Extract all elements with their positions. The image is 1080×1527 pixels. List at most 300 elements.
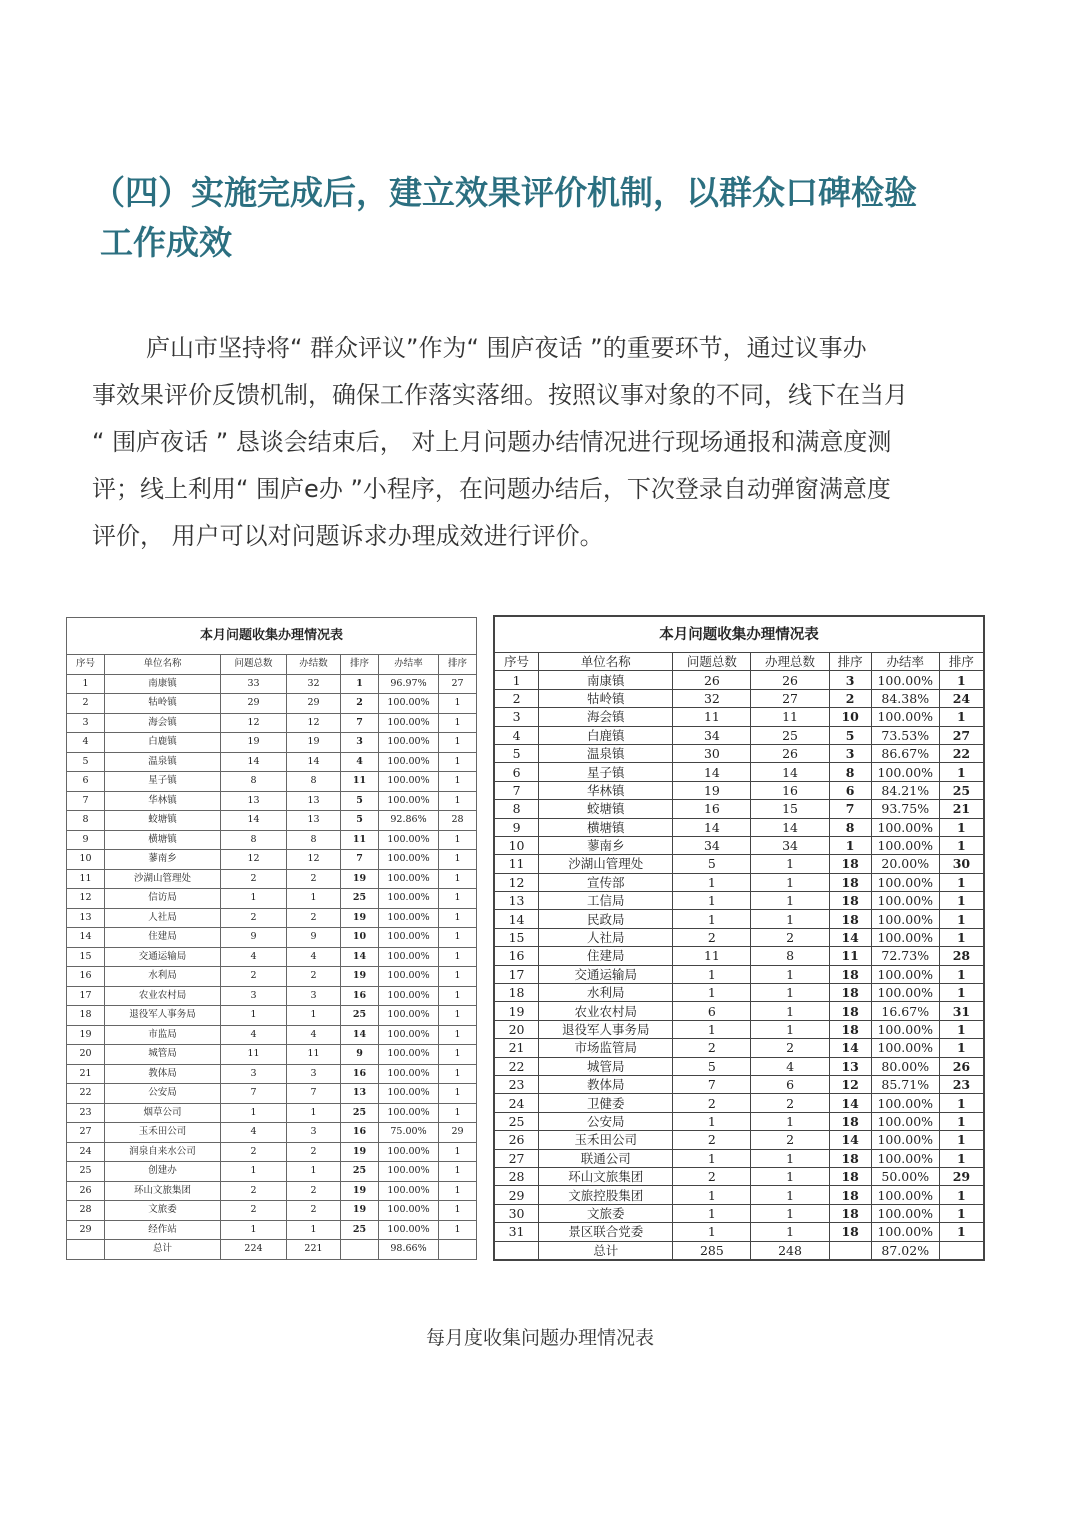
table-cell: 19: [673, 781, 751, 799]
problem-table-right: [494, 616, 984, 1260]
table-cell: 29: [439, 1123, 477, 1143]
column-header: 序号: [67, 655, 105, 675]
table-cell: 1: [439, 1103, 477, 1123]
table-cell: 2: [341, 694, 379, 714]
table-cell: 100.00%: [871, 1039, 939, 1057]
table-cell: 5: [67, 752, 105, 772]
heading-line-2: 工作成效: [100, 223, 232, 262]
table-cell: 2: [221, 869, 287, 889]
table-row: [495, 708, 984, 726]
table-cell: 12: [829, 1075, 871, 1093]
table-cell: 11: [751, 708, 829, 726]
table-cell: 1: [439, 1006, 477, 1026]
table-cell: 17: [67, 986, 105, 1006]
table-cell: 26: [751, 671, 829, 689]
table-cell: 14: [221, 811, 287, 831]
table-cell: 牯岭镇: [539, 689, 673, 707]
table-cell: 市监局: [105, 1025, 221, 1045]
table-cell: 交通运输局: [105, 947, 221, 967]
table-cell: 100.00%: [871, 1094, 939, 1112]
table-cell: 8: [751, 947, 829, 965]
table-row: [67, 1220, 477, 1240]
table-cell: 14: [673, 763, 751, 781]
table-row: [495, 1057, 984, 1075]
table-cell: 温泉镇: [105, 752, 221, 772]
table-cell: 1: [439, 869, 477, 889]
table-cell: 14: [495, 910, 539, 928]
table-cell: 总计: [539, 1241, 673, 1259]
table-row: [495, 1186, 984, 1204]
table-cell: [939, 1241, 983, 1259]
table-cell: 1: [439, 772, 477, 792]
table-cell: 18: [67, 1006, 105, 1026]
table-cell: 1: [939, 892, 983, 910]
table-cell: 住建局: [539, 947, 673, 965]
table-row: [495, 671, 984, 689]
table-cell: 3: [341, 733, 379, 753]
table-cell: 100.00%: [379, 1064, 439, 1084]
table-cell: 1: [439, 1045, 477, 1065]
table-cell: 18: [829, 1223, 871, 1241]
table-cell: 1: [939, 984, 983, 1002]
table-cell: 224: [221, 1240, 287, 1260]
table-cell: 润泉自来水公司: [105, 1142, 221, 1162]
table-cell: 牯岭镇: [105, 694, 221, 714]
table-cell: 19: [341, 1201, 379, 1221]
table-cell: 100.00%: [379, 1103, 439, 1123]
table-cell: 92.86%: [379, 811, 439, 831]
table-cell: 横塘镇: [539, 818, 673, 836]
table-cell: 16: [341, 1064, 379, 1084]
table-title: 本月问题收集办理情况表: [67, 618, 477, 655]
table-cell: 玉禾田公司: [539, 1131, 673, 1149]
table-cell: 10: [829, 708, 871, 726]
column-header: 问题总数: [673, 653, 751, 671]
column-header: 办结率: [871, 653, 939, 671]
table-cell: 100.00%: [379, 928, 439, 948]
table-cell: 8: [221, 830, 287, 850]
table-image-right: [493, 615, 985, 1261]
table-cell: 12: [221, 713, 287, 733]
table-row: [495, 1075, 984, 1093]
table-cell: 1: [439, 1064, 477, 1084]
table-cell: 22: [67, 1084, 105, 1104]
table-cell: 蛟塘镇: [539, 800, 673, 818]
table-header-row: [495, 653, 984, 671]
table-cell: 1: [939, 1186, 983, 1204]
table-cell: 1: [439, 791, 477, 811]
table-cell: 人社局: [539, 928, 673, 946]
table-cell: 8: [67, 811, 105, 831]
table-cell: 2: [221, 1181, 287, 1201]
table-cell: 1: [939, 1020, 983, 1038]
table-cell: 8: [221, 772, 287, 792]
table-cell: 19: [341, 1181, 379, 1201]
table-cell: 27: [439, 674, 477, 694]
table-cell: 248: [751, 1241, 829, 1259]
table-row: [67, 889, 477, 909]
table-cell: 4: [67, 733, 105, 753]
table-row: [67, 1162, 477, 1182]
table-cell: 11: [287, 1045, 341, 1065]
table-cell: 18: [829, 1002, 871, 1020]
column-header: 序号: [495, 653, 539, 671]
table-cell: 9: [495, 818, 539, 836]
table-cell: 13: [67, 908, 105, 928]
table-cell: 2: [751, 928, 829, 946]
table-cell: 2: [673, 1131, 751, 1149]
table-cell: 100.00%: [379, 752, 439, 772]
table-cell: 21: [939, 800, 983, 818]
table-cell: 2: [495, 689, 539, 707]
table-row: [67, 967, 477, 987]
total-row: [67, 1240, 477, 1260]
table-cell: 1: [751, 855, 829, 873]
table-cell: 1: [439, 1201, 477, 1221]
table-row: [67, 674, 477, 694]
table-cell: 星子镇: [539, 763, 673, 781]
table-cell: 住建局: [105, 928, 221, 948]
table-cell: 23: [67, 1103, 105, 1123]
table-cell: 21: [67, 1064, 105, 1084]
table-cell: 5: [673, 1057, 751, 1075]
table-cell: 25: [751, 726, 829, 744]
table-cell: 27: [939, 726, 983, 744]
figure-caption: 每月度收集问题办理情况表: [425, 1327, 654, 1349]
column-header: 办结数: [287, 655, 341, 675]
table-row: [495, 1167, 984, 1185]
table-cell: 4: [495, 726, 539, 744]
table-cell: 11: [221, 1045, 287, 1065]
table-cell: 12: [287, 713, 341, 733]
table-cell: 14: [67, 928, 105, 948]
table-cell: 1: [287, 1220, 341, 1240]
table-row: [67, 869, 477, 889]
table-cell: 34: [751, 836, 829, 854]
table-cell: 9: [287, 928, 341, 948]
table-cell: 12: [287, 850, 341, 870]
table-cell: 7: [341, 713, 379, 733]
table-cell: 25: [341, 1220, 379, 1240]
table-cell: 沙湖山管理处: [105, 869, 221, 889]
table-cell: 3: [495, 708, 539, 726]
table-row: [495, 1204, 984, 1222]
table-cell: 100.00%: [379, 1084, 439, 1104]
table-cell: 18: [829, 984, 871, 1002]
column-header: 排序: [341, 655, 379, 675]
table-cell: 3: [829, 671, 871, 689]
table-cell: 2: [829, 689, 871, 707]
table-cell: 2: [287, 967, 341, 987]
table-cell: 32: [673, 689, 751, 707]
table-cell: 19: [341, 1142, 379, 1162]
table-cell: 1: [673, 984, 751, 1002]
table-cell: 7: [829, 800, 871, 818]
table-cell: 25: [341, 889, 379, 909]
table-cell: 11: [673, 947, 751, 965]
table-row: [67, 1103, 477, 1123]
table-cell: 1: [439, 830, 477, 850]
table-row: [495, 689, 984, 707]
table-cell: 32: [287, 674, 341, 694]
table-cell: 1: [939, 1112, 983, 1130]
table-cell: 1: [673, 892, 751, 910]
table-cell: 22: [939, 744, 983, 762]
table-cell: 2: [287, 1142, 341, 1162]
table-cell: 100.00%: [379, 850, 439, 870]
table-cell: 100.00%: [871, 1223, 939, 1241]
table-cell: 1: [751, 1186, 829, 1204]
heading-line-1: （四）实施完成后，建立效果评价机制，以群众口碑检验: [92, 173, 917, 212]
table-cell: 1: [439, 1142, 477, 1162]
table-cell: 公安局: [539, 1112, 673, 1130]
table-cell: 12: [221, 850, 287, 870]
table-cell: 19: [221, 733, 287, 753]
table-cell: 22: [495, 1057, 539, 1075]
table-cell: 27: [67, 1123, 105, 1143]
section-heading: [92, 168, 992, 268]
table-cell: 100.00%: [871, 873, 939, 891]
table-cell: 34: [673, 836, 751, 854]
table-cell: 横塘镇: [105, 830, 221, 850]
table-cell: 34: [673, 726, 751, 744]
table-cell: 14: [829, 1094, 871, 1112]
table-row: [67, 928, 477, 948]
table-cell: 19: [341, 869, 379, 889]
table-cell: 72.73%: [871, 947, 939, 965]
table-cell: 16: [67, 967, 105, 987]
table-cell: 28: [495, 1167, 539, 1185]
table-cell: 11: [341, 772, 379, 792]
table-cell: 2: [287, 1181, 341, 1201]
table-cell: 6: [829, 781, 871, 799]
table-cell: 16: [341, 1123, 379, 1143]
table-cell: 24: [495, 1094, 539, 1112]
paragraph-line-3: “ 围庐夜话 ” 恳谈会结束后， 对上月问题办结情况进行现场通报和满意度测: [92, 428, 892, 456]
table-cell: 14: [287, 752, 341, 772]
table-cell: 7: [495, 781, 539, 799]
table-row: [495, 928, 984, 946]
table-cell: 19: [495, 1002, 539, 1020]
table-cell: 城管局: [539, 1057, 673, 1075]
table-cell: 农业农村局: [539, 1002, 673, 1020]
table-cell: 南康镇: [539, 671, 673, 689]
table-cell: 星子镇: [105, 772, 221, 792]
table-cell: 29: [67, 1220, 105, 1240]
table-row: [67, 1201, 477, 1221]
table-cell: 1: [939, 836, 983, 854]
table-cell: 华林镇: [105, 791, 221, 811]
table-cell: 100.00%: [379, 1220, 439, 1240]
table-cell: 29: [495, 1186, 539, 1204]
table-cell: 19: [341, 967, 379, 987]
table-cell: 18: [829, 892, 871, 910]
table-cell: 5: [829, 726, 871, 744]
table-row: [495, 1112, 984, 1130]
table-cell: 21: [495, 1039, 539, 1057]
table-cell: 10: [495, 836, 539, 854]
table-cell: 1: [939, 1131, 983, 1149]
table-cell: 100.00%: [379, 908, 439, 928]
table-cell: 96.97%: [379, 674, 439, 694]
table-cell: 1: [439, 1220, 477, 1240]
table-cell: 水利局: [539, 984, 673, 1002]
table-row: [67, 1064, 477, 1084]
table-cell: 26: [67, 1181, 105, 1201]
table-cell: 6: [673, 1002, 751, 1020]
table-cell: 9: [221, 928, 287, 948]
table-cell: 1: [939, 1223, 983, 1241]
table-cell: 1: [939, 1094, 983, 1112]
table-cell: 100.00%: [871, 763, 939, 781]
table-cell: 9: [67, 830, 105, 850]
table-cell: 1: [751, 1223, 829, 1241]
table-row: [495, 984, 984, 1002]
table-cell: 1: [439, 752, 477, 772]
table-cell: 100.00%: [379, 986, 439, 1006]
table-cell: 4: [221, 1123, 287, 1143]
table-cell: 1: [673, 1223, 751, 1241]
table-cell: 1: [939, 928, 983, 946]
table-cell: 25: [67, 1162, 105, 1182]
table-cell: 城管局: [105, 1045, 221, 1065]
table-cell: 海会镇: [105, 713, 221, 733]
table-cell: 14: [751, 763, 829, 781]
table-cell: 退役军人事务局: [539, 1020, 673, 1038]
table-header-row: [67, 655, 477, 675]
table-cell: 3: [67, 713, 105, 733]
table-row: [67, 811, 477, 831]
table-cell: 联通公司: [539, 1149, 673, 1167]
table-cell: 2: [221, 967, 287, 987]
table-row: [495, 1131, 984, 1149]
table-cell: 84.38%: [871, 689, 939, 707]
table-cell: 28: [67, 1201, 105, 1221]
table-row: [67, 733, 477, 753]
table-cell: 18: [829, 910, 871, 928]
table-cell: 7: [67, 791, 105, 811]
table-cell: 23: [495, 1075, 539, 1093]
table-row: [67, 947, 477, 967]
table-cell: 2: [673, 1039, 751, 1057]
table-row: [495, 726, 984, 744]
table-cell: 教体局: [539, 1075, 673, 1093]
column-header: 问题总数: [221, 655, 287, 675]
table-cell: 7: [673, 1075, 751, 1093]
table-cell: 12: [495, 873, 539, 891]
table-cell: 文旅控股集团: [539, 1186, 673, 1204]
table-cell: 25: [341, 1162, 379, 1182]
table-cell: 温泉镇: [539, 744, 673, 762]
table-cell: 市场监管局: [539, 1039, 673, 1057]
table-cell: 4: [221, 947, 287, 967]
table-cell: 19: [341, 908, 379, 928]
table-cell: 14: [341, 1025, 379, 1045]
table-cell: 29: [221, 694, 287, 714]
table-cell: 16: [751, 781, 829, 799]
table-cell: 1: [673, 965, 751, 983]
table-cell: 1: [67, 674, 105, 694]
table-cell: 3: [221, 986, 287, 1006]
table-cell: 3: [829, 744, 871, 762]
table-cell: 1: [939, 965, 983, 983]
table-cell: 20.00%: [871, 855, 939, 873]
table-cell: 100.00%: [871, 984, 939, 1002]
table-cell: 5: [341, 791, 379, 811]
table-cell: 100.00%: [379, 694, 439, 714]
table-cell: 26: [495, 1131, 539, 1149]
table-cell: 100.00%: [379, 1142, 439, 1162]
table-cell: 交通运输局: [539, 965, 673, 983]
table-cell: 1: [287, 889, 341, 909]
table-cell: 卫健委: [539, 1094, 673, 1112]
table-cell: 1: [673, 1149, 751, 1167]
table-cell: 16: [673, 800, 751, 818]
table-cell: 25: [939, 781, 983, 799]
table-cell: 1: [673, 1186, 751, 1204]
table-cell: 2: [287, 869, 341, 889]
table-cell: 9: [341, 1045, 379, 1065]
table-cell: 14: [221, 752, 287, 772]
table-row: [495, 947, 984, 965]
table-cell: 2: [673, 1167, 751, 1185]
table-cell: 1: [673, 1112, 751, 1130]
table-cell: 7: [287, 1084, 341, 1104]
table-cell: 17: [495, 965, 539, 983]
table-cell: 3: [287, 1123, 341, 1143]
table-row: [67, 1006, 477, 1026]
table-image-left: [66, 617, 476, 1260]
table-cell: 1: [939, 708, 983, 726]
table-cell: 16: [341, 986, 379, 1006]
table-cell: 15: [751, 800, 829, 818]
table-cell: 33: [221, 674, 287, 694]
table-cell: 1: [439, 1181, 477, 1201]
table-cell: 100.00%: [871, 1204, 939, 1222]
table-cell: 白鹿镇: [539, 726, 673, 744]
table-cell: 100.00%: [379, 869, 439, 889]
table-cell: 1: [439, 733, 477, 753]
table-cell: [829, 1241, 871, 1259]
table-cell: 工信局: [539, 892, 673, 910]
table-cell: 18: [829, 855, 871, 873]
table-cell: 221: [287, 1240, 341, 1260]
table-cell: 1: [751, 1204, 829, 1222]
table-cell: 100.00%: [379, 1025, 439, 1045]
table-cell: 75.00%: [379, 1123, 439, 1143]
table-cell: [495, 1241, 539, 1259]
table-cell: 13: [287, 791, 341, 811]
table-cell: 11: [673, 708, 751, 726]
table-cell: 100.00%: [871, 1020, 939, 1038]
table-cell: 1: [439, 967, 477, 987]
table-cell: 20: [495, 1020, 539, 1038]
table-cell: 100.00%: [379, 1045, 439, 1065]
table-cell: 7: [221, 1084, 287, 1104]
table-cell: 2: [221, 1142, 287, 1162]
table-cell: 27: [495, 1149, 539, 1167]
table-cell: 28: [439, 811, 477, 831]
table-cell: 1: [439, 1025, 477, 1045]
table-cell: 20: [67, 1045, 105, 1065]
table-cell: 人社局: [105, 908, 221, 928]
table-cell: 24: [939, 689, 983, 707]
table-cell: 1: [751, 910, 829, 928]
table-cell: 85.71%: [871, 1075, 939, 1093]
table-cell: 1: [751, 892, 829, 910]
table-cell: 14: [829, 928, 871, 946]
table-row: [495, 1223, 984, 1241]
